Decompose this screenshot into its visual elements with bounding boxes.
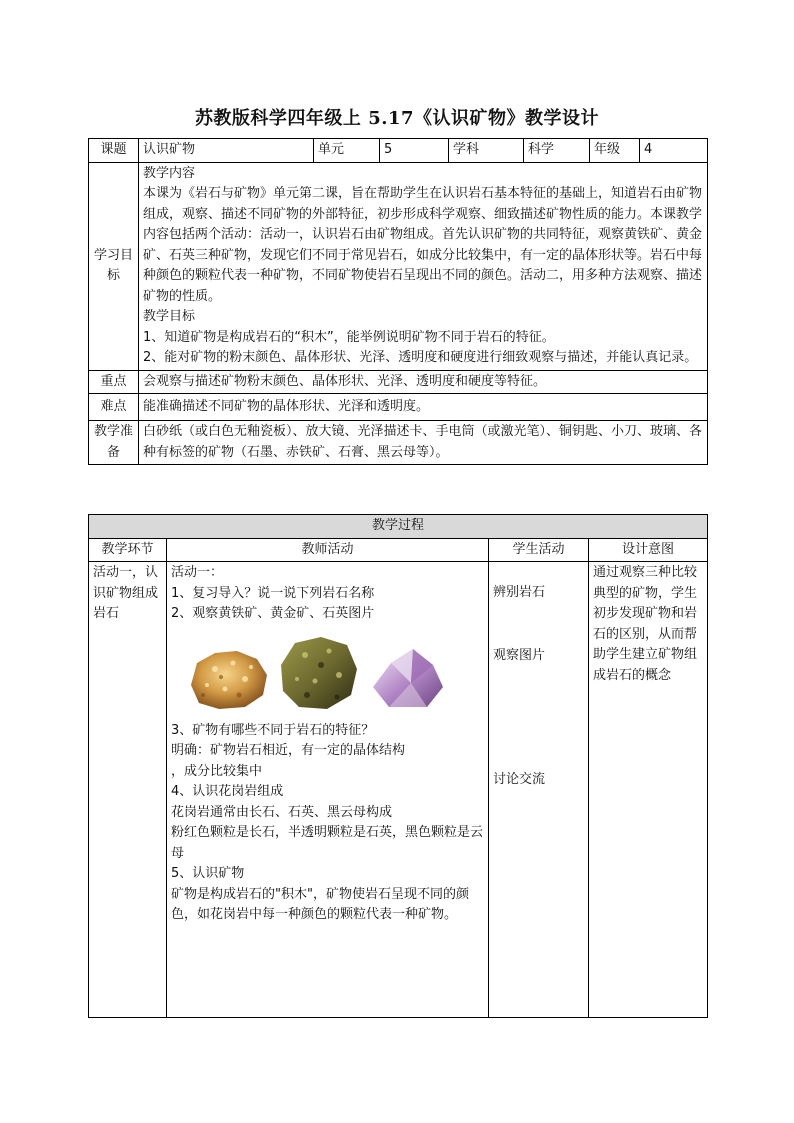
process-table xyxy=(88,514,708,1018)
grade-label: 年级 xyxy=(590,139,640,163)
preparation-row xyxy=(89,421,708,465)
quartz-crystal-image xyxy=(367,643,447,713)
subject-label: 学科 xyxy=(449,139,524,163)
activity-one-row xyxy=(89,562,708,1018)
preparation-value: 白砂纸（或白色无釉瓷板）、放大镜、光泽描述卡、手电筒（或激光笔）、铜钥匙、小刀、玻璃、各种有标签的矿物（石墨、赤铁矿、石膏、黑云母等）。 xyxy=(139,421,708,465)
teacher-line: ，成分比较集中 xyxy=(171,763,263,779)
course-value: 认识矿物 xyxy=(139,139,314,163)
page-title: 苏教版科学四年级上 5.17《认识矿物》教学设计 xyxy=(194,108,600,129)
student-activity-cell xyxy=(489,562,589,1018)
preparation-label: 教学准备 xyxy=(89,421,139,465)
col-intent: 设计意图 xyxy=(589,538,708,562)
objectives-content xyxy=(139,162,708,370)
process-header-row xyxy=(89,538,708,562)
gold-ore-image xyxy=(185,645,271,713)
teacher-activity-cell xyxy=(167,562,489,1018)
design-intent-cell: 通过观察三种比较典型的矿物，学生初步发现矿物和岩石的区别，从而帮助学生建立矿物组成岩石的概念 xyxy=(589,562,708,1018)
mineral-images xyxy=(185,635,484,713)
unit-value: 5 xyxy=(380,139,449,163)
teacher-line: 矿物是构成岩石的"积木"，矿物使岩石呈现不同的颜色，如花岗岩中每一种颜色的颗粒代表一种矿物。 xyxy=(171,886,469,922)
col-teacher: 教师活动 xyxy=(167,538,489,562)
teacher-line: 花岗岩通常由长石、石英、黑云母构成 xyxy=(171,804,393,820)
student-activity: 辨别岩石 xyxy=(493,585,546,600)
subject-value: 科学 xyxy=(524,139,590,163)
content-heading: 教学内容 xyxy=(143,165,196,181)
grade-value: 4 xyxy=(640,139,708,163)
col-stage: 教学环节 xyxy=(89,538,167,562)
teacher-line: 粉红色颗粒是长石，半透明颗粒是石英，黑色颗粒是云母 xyxy=(171,825,484,861)
teacher-line: 3、矿物有哪些不同于岩石的特征？ xyxy=(171,722,375,738)
teacher-line: 活动一： xyxy=(171,565,224,580)
teacher-line: 4、认识花岗岩组成 xyxy=(171,784,284,799)
teacher-line: 5、认识矿物 xyxy=(171,866,245,881)
difficulty-value: 能准确描述不同矿物的晶体形状、光泽和透明度。 xyxy=(139,394,708,421)
header-row xyxy=(89,139,708,163)
goals-heading: 教学目标 xyxy=(143,309,196,324)
goal-1: 1、知道矿物是构成岩石的“积木”，能举例说明矿物不同于岩石的特征。 xyxy=(143,329,555,345)
process-title: 教学过程 xyxy=(89,515,708,539)
stage-cell: 活动一，认识矿物组成岩石 xyxy=(89,562,167,1018)
pyrite-image xyxy=(277,635,361,713)
student-activity: 讨论交流 xyxy=(493,772,546,787)
key-point-row xyxy=(89,370,708,394)
key-point-label: 重点 xyxy=(89,370,139,394)
key-point-value: 会观察与描述矿物粉末颜色、晶体形状、光泽、透明度和硬度等特征。 xyxy=(139,370,708,394)
lesson-info-table xyxy=(88,138,708,465)
difficulty-label: 难点 xyxy=(89,394,139,421)
teacher-line: 2、观察黄铁矿、黄金矿、石英图片 xyxy=(171,606,375,621)
unit-label: 单元 xyxy=(314,139,380,163)
difficulty-row xyxy=(89,394,708,421)
process-title-row xyxy=(89,515,708,539)
content-paragraph: 本课为《岩石与矿物》单元第二课，旨在帮助学生在认识岩石基本特征的基础上，知道岩石由矿物组成，观察、描述不同矿物的外部特征，初步形成科学观察、细致描述矿物性质的能力。本课教学内容包括两个活动：活动一，认识岩石由矿物组成。首先认识矿物的共同特征，观察黄铁矿、黄金矿、石英三种矿物，发现它们不同于常见岩石，如成分比较集中，有一定的晶体形状等。岩石中每种颜色的颗粒代表一种矿物，不同矿物使岩石呈现出不同的颜色。活动二，用多种方法观察、描述矿物的性质。 xyxy=(143,186,703,304)
goal-2: 2、能对矿物的粉末颜色、晶体形状、光泽、透明度和硬度进行细致观察与描述，并能认真记录。 xyxy=(143,350,698,365)
teacher-line: 明确：矿物岩石相近，有一定的晶体结构 xyxy=(171,743,406,758)
student-activity: 观察图片 xyxy=(493,647,546,663)
teacher-line: 1、复习导入？说一说下列岩石名称 xyxy=(171,585,375,601)
col-student: 学生活动 xyxy=(489,538,589,562)
course-label: 课题 xyxy=(89,139,139,163)
objectives-row xyxy=(89,162,708,370)
objectives-label: 学习目标 xyxy=(89,162,139,370)
